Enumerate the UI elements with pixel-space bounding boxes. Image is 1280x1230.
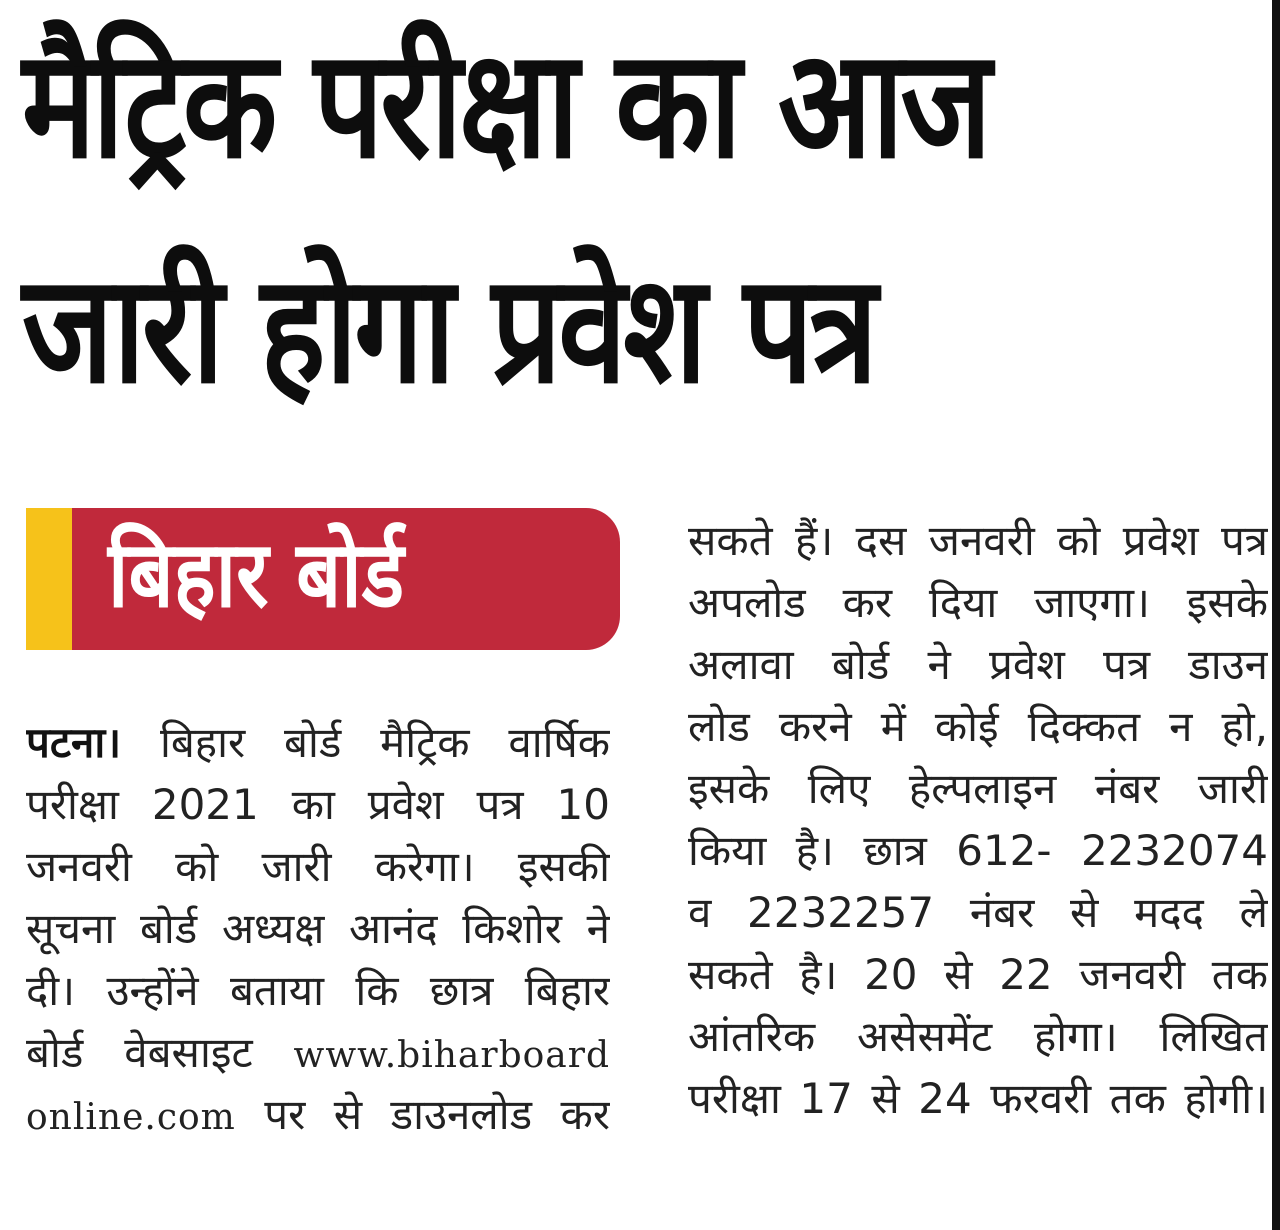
article-line: लोड करने में कोई दिक्कत न हो,	[688, 702, 1268, 751]
article-line	[26, 712, 610, 774]
page-edge	[1272, 0, 1280, 1230]
article-line: अलावा बोर्ड ने प्रवेश पत्र डाउन	[688, 640, 1268, 689]
article-line: परीक्षा 2021 का प्रवेश पत्र 10	[26, 780, 610, 829]
headline-line-1: मैट्रिक परीक्षा का आज	[22, 18, 989, 192]
section-banner	[26, 508, 620, 650]
article-text: बिहार बोर्ड मैट्रिक वार्षिक	[121, 718, 610, 767]
article-line: व 2232257 नंबर से मदद ले	[688, 888, 1268, 937]
article-line: परीक्षा 17 से 24 फरवरी तक होगी।	[688, 1074, 1268, 1123]
article-line	[26, 1022, 610, 1084]
article-line	[26, 1084, 610, 1146]
website-url-part-2: online.com	[26, 1097, 236, 1138]
article-line: जनवरी को जारी करेगा। इसकी	[26, 842, 610, 891]
article-column-left	[26, 712, 610, 1146]
article-text: पर से डाउनलोड कर	[264, 1090, 610, 1139]
article-line: सकते हैं। दस जनवरी को प्रवेश पत्र	[688, 516, 1268, 565]
website-url-part-1: www.biharboard	[293, 1035, 610, 1076]
article-line: सूचना बोर्ड अध्यक्ष आनंद किशोर ने	[26, 904, 610, 953]
headline-line-2: जारी होगा प्रवेश पत्र	[22, 243, 875, 417]
article-line: सकते है। 20 से 22 जनवरी तक	[688, 950, 1268, 999]
article-line: इसके लिए हेल्पलाइन नंबर जारी	[688, 764, 1268, 813]
article-line: किया है। छात्र 612- 2232074	[688, 826, 1268, 875]
article-line: दी। उन्होंने बताया कि छात्र बिहार	[26, 966, 610, 1015]
article-line: आंतरिक असेसमेंट होगा। लिखित	[688, 1012, 1268, 1061]
banner-accent-bar	[26, 508, 72, 650]
article-text: बोर्ड वेबसाइट	[26, 1028, 294, 1077]
article-column-right	[688, 510, 1268, 1130]
article-line: अपलोड कर दिया जाएगा। इसके	[688, 578, 1268, 627]
dateline: पटना।	[26, 718, 122, 767]
banner-label: बिहार बोर्ड	[108, 521, 405, 628]
